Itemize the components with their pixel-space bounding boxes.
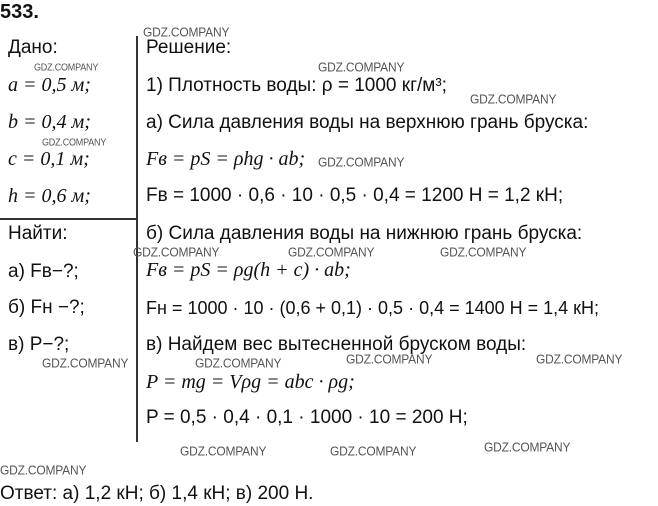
watermark: GDZ.COMPANY (180, 443, 267, 459)
watermark: GDZ.COMPANY (0, 462, 87, 478)
solution-line: 1) Плотность воды: ρ = 1000 кг/м³; (146, 75, 447, 96)
watermark: GDZ.COMPANY (470, 91, 557, 107)
find-item: а) Fв−?; (8, 261, 79, 282)
vertical-divider (136, 36, 138, 442)
find-item: б) Fн −?; (8, 297, 85, 318)
find-item: в) P−?; (8, 334, 70, 355)
watermark: GDZ.COMPANY (143, 24, 230, 40)
watermark: GDZ.COMPANY (536, 351, 623, 367)
given-item: b = 0,4 м; (8, 111, 91, 133)
problem-number: 533. (0, 1, 39, 23)
watermark: GDZ.COMPANY (318, 59, 405, 75)
solution-line: в) Найдем вес вытесненной бруском воды: (146, 334, 527, 355)
solution-line: P = 0,5 · 0,4 · 0,1 · 1000 · 10 = 200 Н; (146, 407, 468, 428)
watermark: GDZ.COMPANY (133, 244, 220, 260)
watermark: GDZ.COMPANY (330, 443, 417, 459)
solution-heading: Решение: (146, 37, 232, 58)
solution-formula: P = mg = Vρg = abc · ρg; (146, 371, 355, 393)
watermark: GDZ.COMPANY (440, 244, 527, 260)
watermark: GDZ.COMPANY (195, 355, 282, 371)
given-item: a = 0,5 м; (8, 74, 91, 96)
given-heading: Дано: (8, 37, 58, 58)
solution-line: Fв = 1000 · 0,6 · 10 · 0,5 · 0,4 = 1200 Н = 1,2 кН; (146, 185, 564, 206)
watermark: GDZ.COMPANY (34, 61, 99, 73)
watermark: GDZ.COMPANY (42, 136, 107, 148)
watermark: GDZ.COMPANY (288, 244, 375, 260)
watermark: GDZ.COMPANY (42, 355, 129, 371)
watermark: GDZ.COMPANY (318, 154, 405, 170)
solution-line: б) Сила давления воды на нижнюю грань бруска: (146, 223, 583, 244)
horizontal-divider (0, 218, 137, 220)
solution-line: а) Сила давления воды на верхнюю грань бруска: (146, 112, 589, 133)
given-item: c = 0,1 м; (8, 148, 90, 170)
watermark: GDZ.COMPANY (346, 351, 433, 367)
watermark: GDZ.COMPANY (484, 439, 571, 455)
solution-formula: Fв = pS = ρg(h + c) · ab; (146, 259, 351, 281)
given-item: h = 0,6 м; (8, 185, 91, 207)
answer-line: Ответ: а) 1,2 кН; б) 1,4 кН; в) 200 Н. (0, 483, 314, 504)
solution-line: Fн = 1000 · 10 · (0,6 + 0,1) · 0,5 · 0,4 = 1400 Н = 1,4 кН; (146, 298, 600, 318)
solution-formula: Fв = pS = ρhg · ab; (146, 148, 306, 170)
find-heading: Найти: (8, 223, 68, 244)
